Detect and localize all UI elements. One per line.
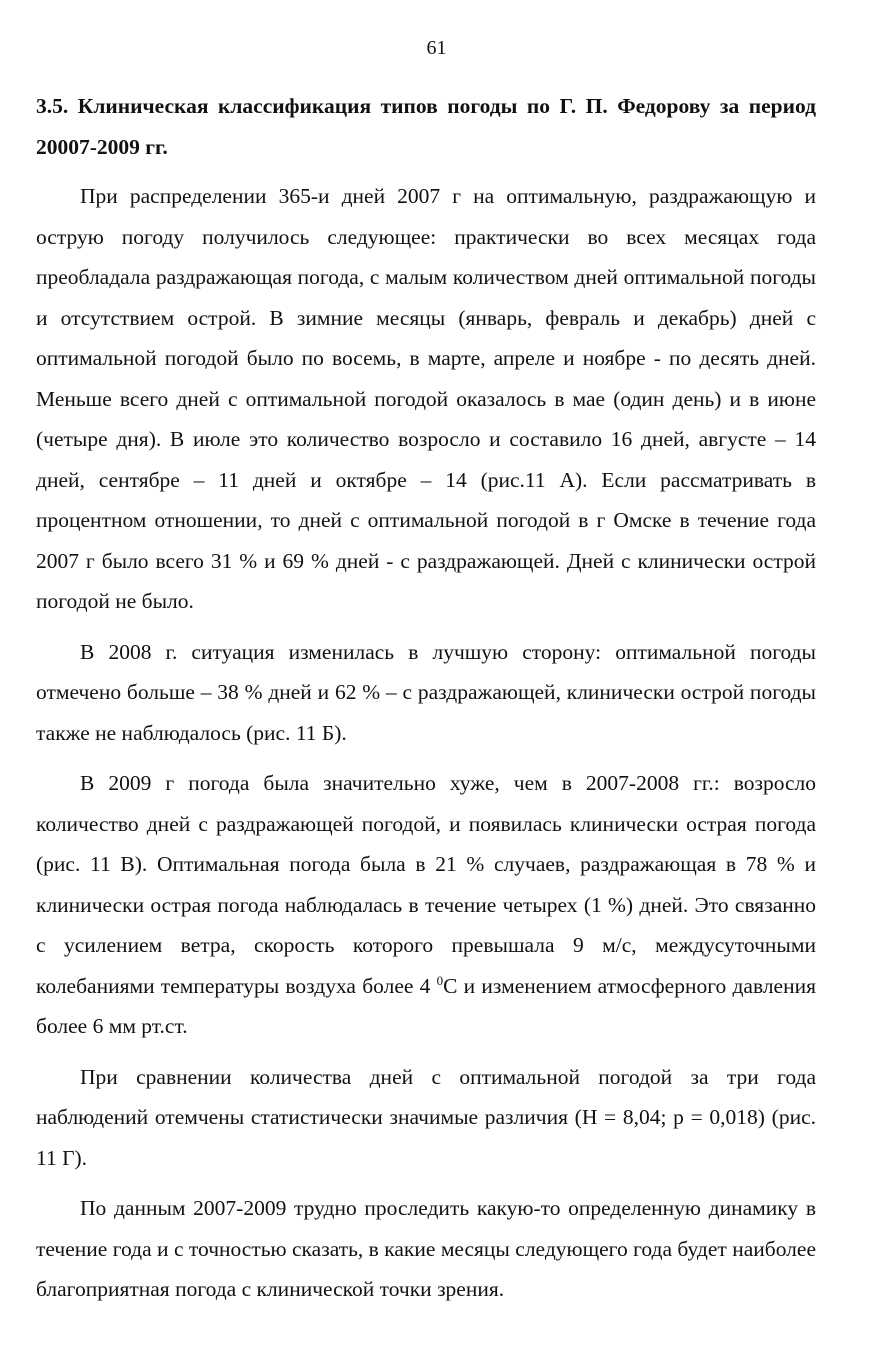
paragraph-2007: При распределении 365-и дней 2007 г на оптимальную, раздражающую и острую погоду получилось следующее: практически во всех месяцах года преобладала раздражающая погода, с малым количеством дней оптимальной погоды и отсутствием острой. В зимние месяцы (январь, февраль и декабрь) дней с оптимальной погодой было по восемь, в марте, апреле и ноябре - по десять дней. Меньше всего дней с оптимальной погодой оказалось в мае (один день) и в июне (четыре дня). В июле это количество возросло и составило 16 дней, августе – 14 дней, сентябре – 11 дней и октябре – 14 (рис.11 А). Если рассматривать в процентном отношении, то дней с оптимальной погодой в г Омске в течение года 2007 г было всего 31 % и 69 % дней - с раздражающей. Дней с клинически острой погодой не было. — [36, 184, 816, 613]
page-content — [36, 86, 816, 1310]
paragraph-conclusion: По данным 2007-2009 трудно проследить какую-то определенную динамику в течение года и с точностью сказать, в какие месяцы следующего года будет наиболее благоприятная погода с клинической точки зрения. — [36, 1196, 816, 1301]
paragraph-2009-text: В 2009 г погода была значительно хуже, чем в 2007-2008 гг.: возросло количество дней с раздражающей погодой, и появилась клинически острая погода (рис. 11 В). Оптимальная погода была в 21 % случаев, раздражающая в 78 % и клинически острая погода наблюдалась в течение четырех (1 %) дней. Это связанно с усилением ветра, скорость которого превышала 9 м/с, междусуточными колебаниями температуры воздуха более 4 — [36, 771, 816, 998]
degree-superscript: 0 — [436, 972, 444, 988]
paragraph-2008: В 2008 г. ситуация изменилась в лучшую сторону: оптимальной погоды отмечено больше – 38 % дней и 62 % – с раздражающей, клинически острой погоды также не наблюдалось (рис. 11 Б). — [36, 639, 816, 745]
paragraph-comparison: При сравнении количества дней с оптимальной погодой за три года наблюдений отемчены статистически значимые различия (Н = 8,04; р = 0,018) (рис. 11 Г). — [36, 1064, 816, 1170]
paragraph-2009-text-cont: С и изменением атмосферного давления более 6 мм рт.ст. — [36, 973, 817, 1038]
section-heading: 3.5. Клиническая классификация типов погоды по Г. П. Федорову за период 20007-2009 гг. — [36, 94, 816, 159]
paragraph-2009 — [36, 763, 816, 1047]
page-number: 61 — [426, 37, 447, 59]
